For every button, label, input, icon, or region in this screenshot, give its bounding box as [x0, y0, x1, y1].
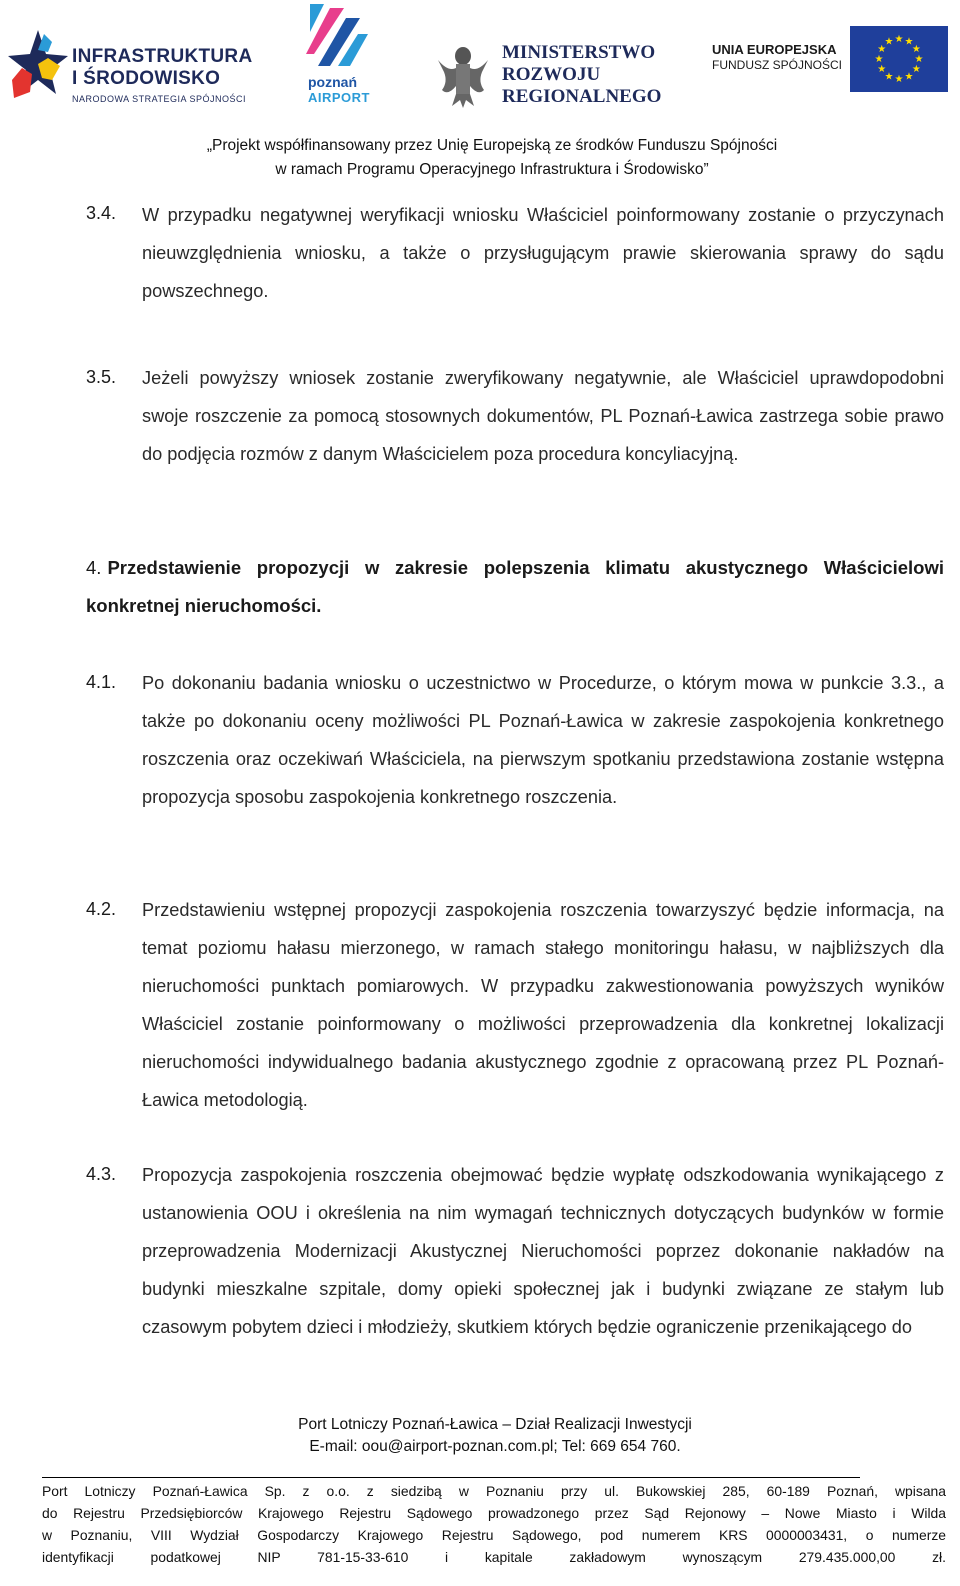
eu-cohesion-fund-logo	[706, 26, 956, 92]
logo-line: poznań	[308, 74, 357, 90]
eu-star-icon: ★	[911, 44, 921, 55]
eu-star-icon: ★	[894, 34, 904, 45]
section-number: 3.5.	[86, 367, 117, 387]
section-text: Przedstawieniu wstępnej propozycji zaspokojenia roszczenia towarzyszyć będzie informacja, na temat poziomu hałasu mierzonego, w ramach stałego monitoringu hałasu, w najbliższych dla nieruchomości punktach pomiarowych. W przypadku zakwestionowania powyższych wyników Właściciel zostanie poinformowany o możliwości przeprowadzenia dla konkretnej lokalizacji nieruchomości indywidualnego badania akustycznego zgodnie z opracowaną przez PL Poznań-Ławica metodologią.	[142, 900, 944, 1110]
logo-line: ROZWOJU	[502, 64, 601, 85]
department-name: Port Lotniczy Poznań-Ławica – Dział Realizacji Inwestycji	[298, 1416, 692, 1433]
section-text: W przypadku negatywnej weryfikacji wniosku Właściciel poinformowany zostanie o przyczynach nieuwzględnienia wniosku, a także o przysługującym prawie skierowania sprawy do sądu powszechnego.	[142, 205, 944, 301]
eu-star-icon: ★	[877, 64, 887, 75]
eu-star-icon: ★	[904, 71, 914, 83]
airport-mark-icon	[306, 4, 368, 72]
legal-line: identyfikacji podatkowej NIP 781-15-33-610 i kapitale zakładowym wynoszącym 279.435.000,00 zł.	[42, 1549, 946, 1565]
section-number: 4.2.	[86, 899, 117, 919]
legal-line: Port Lotniczy Poznań-Ławica Sp. z o.o. z siedzibą w Poznaniu przy ul. Bukowskiej 285, 60-189 Poznań, wpisana	[42, 1483, 946, 1499]
eu-flag-icon	[850, 26, 948, 92]
department-footer	[0, 1414, 960, 1458]
logo-line: UNIA EUROPEJSKA	[712, 42, 837, 57]
legal-line: do Rejestru Przedsiębiorców Krajowego Rejestru Sądowego prowadzonego przez Sąd Rejonowy – Nowe Miasto i Wilda	[42, 1505, 946, 1521]
legal-footer	[42, 1480, 946, 1568]
eu-star-icon: ★	[874, 54, 884, 65]
logo-line: NARODOWA STRATEGIA SPÓJNOŚCI	[72, 94, 247, 104]
cofinancing-note	[0, 134, 960, 182]
section-text: Propozycja zaspokojenia roszczenia obejmować będzie wypłatę odszkodowania wynikającego z ustanowienia OOU i określenia na nim wymagań technicznych dotyczących budynków w formie przeprowadzenia Modernizacji Akustycznej Nieruchomości poprzez dokonanie nakładów na budynki mieszkalne szpitale, domy opieki społecznej jak i budynki związane ze stałym lub czasowym pobytem dzieci i młodzieży, skutkiem których będzie ograniczenie przenikającego do	[142, 1165, 944, 1337]
cofinancing-line: w ramach Programu Operacyjnego Infrastruktura i Środowisko”	[275, 161, 709, 178]
eu-star-icon: ★	[904, 36, 914, 48]
logo-line: REGIONALNEGO	[502, 86, 662, 107]
eagle-emblem-icon	[434, 42, 492, 108]
heading-number: 4.	[86, 557, 102, 578]
eu-star-icon: ★	[911, 64, 921, 75]
legal-line: w Poznaniu, VIII Wydział Gospodarczy Krajowego Rejestru Sądowego, pod numerem KRS 0000003431, o numerze	[42, 1527, 946, 1543]
ministry-logo	[434, 42, 664, 112]
footer-divider	[42, 1477, 860, 1478]
section-number: 3.4.	[86, 203, 117, 223]
eu-star-icon: ★	[884, 71, 894, 83]
eu-star-icon: ★	[914, 54, 924, 65]
eu-star-icon: ★	[894, 74, 904, 85]
logo-line: I ŚRODOWISKO	[72, 68, 221, 89]
star-emblem-icon	[8, 28, 68, 108]
eu-star-icon: ★	[884, 36, 894, 48]
infrastruktura-srodowisko-logo	[8, 28, 258, 108]
logo-bar	[0, 0, 960, 120]
poznan-airport-logo	[306, 4, 378, 106]
logo-line: FUNDUSZ SPÓJNOŚCI	[712, 58, 843, 72]
eu-star-icon: ★	[877, 44, 887, 55]
section-heading	[86, 549, 944, 625]
heading-text: Przedstawienie propozycji w zakresie polepszenia klimatu akustycznego Właścicielowi konkretnej nieruchomości.	[86, 557, 944, 616]
logo-line: AIRPORT	[308, 90, 370, 105]
section-number: 4.3.	[86, 1164, 117, 1184]
section-text: Po dokonaniu badania wniosku o uczestnictwo w Procedurze, o którym mowa w punkcie 3.3., a także po dokonaniu oceny możliwości PL Poznań-Ławica w zakresie zaspokojenia konkretnego roszczenia oraz oczekiwań Właściciela, na pierwszym spotkaniu przedstawiona zostanie wstępna propozycja sposobu zaspokojenia konkretnego roszczenia.	[142, 673, 944, 807]
logo-line: MINISTERSTWO	[502, 42, 656, 63]
cofinancing-line: „Projekt współfinansowany przez Unię Europejską ze środków Funduszu Spójności	[206, 137, 778, 154]
section-text: Jeżeli powyższy wniosek zostanie zweryfikowany negatywnie, ale Właściciel uprawdopodobni swoje roszczenie za pomocą stosownych dokumentów, PL Poznań-Ławica zastrzega sobie prawo do podjęcia rozmów z danym Właścicielem poza procedura koncyliacyjną.	[142, 368, 944, 464]
contact-info: E-mail: oou@airport-poznan.com.pl; Tel: 669 654 760.	[309, 1438, 681, 1455]
logo-line: INFRASTRUKTURA	[72, 46, 253, 67]
section-number: 4.1.	[86, 672, 117, 692]
